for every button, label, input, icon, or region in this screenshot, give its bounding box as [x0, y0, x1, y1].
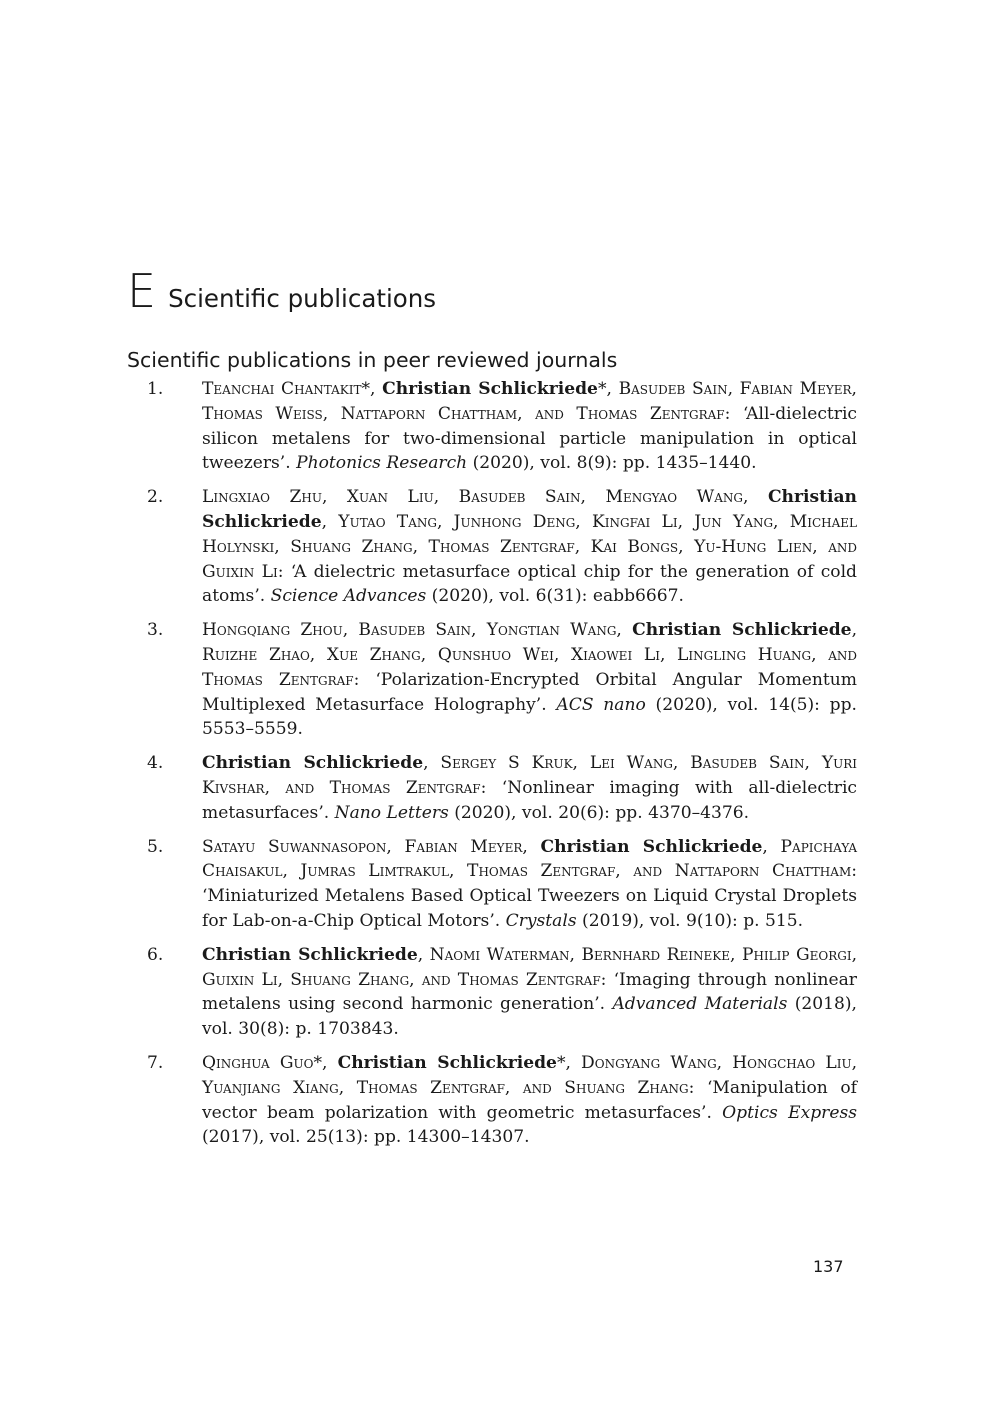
- publication-authors-after: , Ruizhe Zhao, Xue Zhang, Qunshuo Wei, Xiaowei Li, Lingling Huang, and Thomas Zentgraf: [202, 620, 857, 690]
- publication-journal: Optics Express: [722, 1102, 857, 1123]
- publication-highlight-author: Christian Schlickriede: [632, 620, 852, 641]
- publication-title: : ‘All-dielectric silicon metalens for two-dimensional particle manipulation in optical tweezers’.: [202, 403, 857, 474]
- publication-journal: Science Advances: [270, 586, 427, 607]
- publication-details: (2018), vol. 30(8): p. 1703843.: [202, 994, 857, 1040]
- publication-authors-after: , Naomi Waterman, Bernhard Reineke, Philip Georgi, Guixin Li, Shuang Zhang, and Thomas Zentgraf: [202, 944, 857, 990]
- publication-item: [127, 943, 857, 1042]
- publication-authors-before: Lingxiao Zhu, Xuan Liu, Basudeb Sain, Mengyao Wang,: [202, 487, 768, 508]
- page-number: 137: [813, 1257, 844, 1276]
- publication-authors-after: , Yutao Tang, Junhong Deng, Kingfai Li, Jun Yang, Michael Holynski, Shuang Zhang, Thomas Zentgraf, Kai Bongs, Yu-Hung Lien, and Guixin Li: [202, 511, 857, 582]
- publication-authors-after: , Papichaya Chaisakul, Jumras Limtrakul, Thomas Zentgraf, and Nattaporn Chattham: [202, 836, 857, 882]
- publication-item: [127, 1051, 857, 1150]
- publication-highlight-author: Christian Schlickriede: [540, 836, 763, 857]
- publication-number: 2.: [147, 487, 164, 508]
- publication-highlight-author: Christian Schlickriede: [337, 1052, 557, 1073]
- publication-number: 3.: [147, 620, 164, 641]
- publication-details: (2020), vol. 8(9): pp. 1435–1440.: [467, 453, 757, 474]
- publication-item: [127, 485, 857, 609]
- chapter-title: Scientific publications: [168, 284, 437, 313]
- publication-journal: Crystals: [505, 910, 577, 931]
- publication-details: (2020), vol. 6(31): eabb6667.: [426, 586, 684, 607]
- publication-title: : ‘Polarization-Encrypted Orbital Angular Momentum Multiplexed Metasurface Holography’.: [202, 669, 857, 715]
- publication-number: 7.: [147, 1052, 164, 1073]
- publication-item: [127, 835, 857, 934]
- publication-details: (2020), vol. 20(6): pp. 4370–4376.: [448, 802, 750, 823]
- publication-list: [127, 377, 857, 1159]
- publication-title: : ‘A dielectric metasurface optical chip for the generation of cold atoms’.: [202, 561, 857, 607]
- publication-highlight-author: Christian Schlickriede: [202, 487, 857, 532]
- publication-title: : ‘Nonlinear imaging with all-dielectric metasurfaces’.: [202, 777, 857, 823]
- publication-item: [127, 618, 857, 742]
- publication-highlight-author: Christian Schlickriede: [202, 753, 424, 774]
- publication-number: 4.: [147, 753, 164, 774]
- publication-authors-before: Teanchai Chantakit*,: [202, 379, 383, 399]
- publication-authors-after: *, Dongyang Wang, Hongchao Liu, Yuanjiang Xiang, Thomas Zentgraf, and Shuang Zhang: [202, 1052, 858, 1098]
- section-title: Scientific publications in peer reviewed journals: [127, 348, 618, 372]
- publication-number: 1.: [147, 379, 164, 399]
- publication-authors-before: Satayu Suwannasopon, Fabian Meyer,: [202, 836, 541, 857]
- publication-details: (2020), vol. 14(5): pp. 5553–5559.: [202, 694, 857, 740]
- chapter-heading: [127, 264, 437, 318]
- publication-journal: Nano Letters: [334, 802, 449, 823]
- publication-journal: ACS nano: [556, 694, 646, 715]
- publication-item: [127, 751, 857, 825]
- publication-highlight-author: Christian Schlickriede: [382, 379, 598, 399]
- publication-authors-after: *, Basudeb Sain, Fabian Meyer, Thomas Weiss, Nattaporn Chattham, and Thomas Zentgraf: [202, 379, 857, 424]
- publication-details: (2019), vol. 9(10): p. 515.: [576, 910, 804, 931]
- publication-details: (2017), vol. 25(13): pp. 14300–14307.: [202, 1127, 530, 1148]
- publication-authors-before: Hongqiang Zhou, Basudeb Sain, Yongtian Wang,: [202, 620, 633, 641]
- publication-authors-before: Qinghua Guo*,: [202, 1052, 338, 1073]
- publication-journal: Photonics Research: [296, 453, 468, 474]
- publication-authors-after: , Sergey S Kruk, Lei Wang, Basudeb Sain, Yuri Kivshar, and Thomas Zentgraf: [202, 753, 857, 798]
- chapter-letter: E: [127, 264, 157, 318]
- publication-title: : ‘Miniaturized Metalens Based Optical Tweezers on Liquid Crystal Droplets for Lab-on-a-Chip Optical Motors’.: [202, 861, 857, 931]
- publication-number: 5.: [147, 836, 164, 857]
- publication-title: : ‘Manipulation of vector beam polarization with geometric metasurfaces’.: [202, 1077, 857, 1123]
- publication-number: 6.: [147, 944, 164, 965]
- publication-item: [127, 377, 857, 476]
- publication-title: : ‘Imaging through nonlinear metalens using second harmonic generation’.: [202, 969, 857, 1015]
- publication-journal: Advanced Materials: [612, 994, 788, 1015]
- publication-highlight-author: Christian Schlickriede: [202, 944, 418, 965]
